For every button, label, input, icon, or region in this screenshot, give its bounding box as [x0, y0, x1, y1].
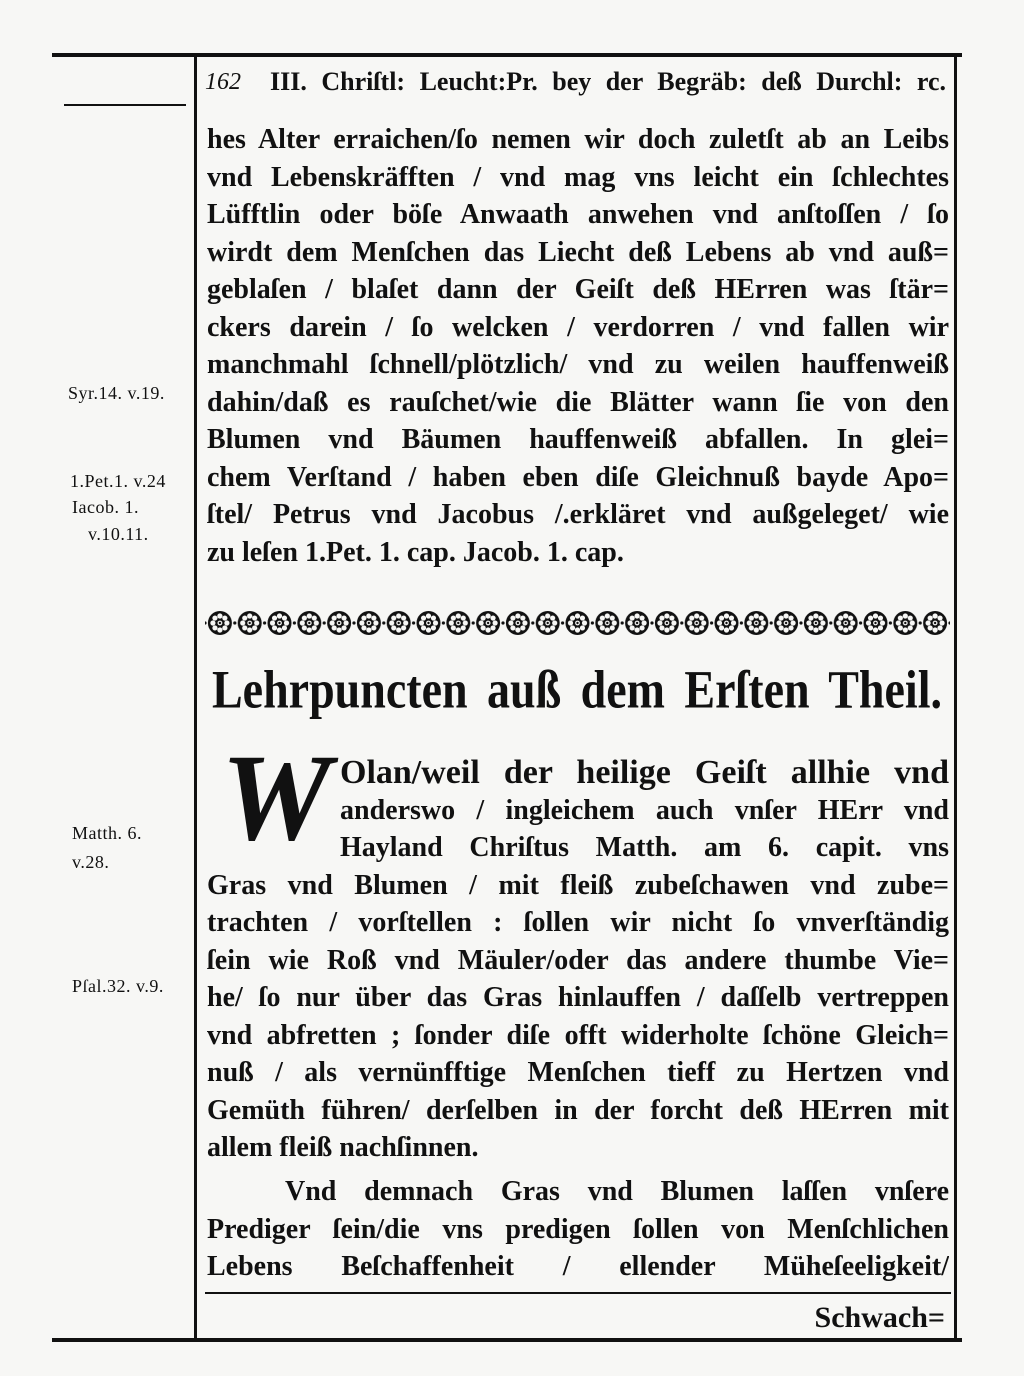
- text-line: chem Verſtand / haben eben diſe Gleichnuß bayde Apo=: [207, 461, 949, 493]
- text-line: hes Alter erraichen/ſo nemen wir doch zuletſt ab an Leibs: [207, 124, 949, 155]
- text-line: zu leſen 1.Pet. 1. cap. Jacob. 1. cap.: [207, 536, 624, 568]
- text-line: Gemüth führen/ derſelben in der forcht deß HErren mit: [207, 1094, 949, 1126]
- text-line: Prediger ſein/die vns predigen ſollen von Menſchlichen: [207, 1213, 949, 1245]
- text-line: anderswo / ingleichem auch vnſer HErr vnd: [340, 794, 949, 826]
- text-line: Gras vnd Blumen / mit fleiß zubeſchawen vnd zube=: [207, 869, 949, 901]
- margin-header-rule: [64, 104, 186, 106]
- catchword: Schwach=: [814, 1301, 945, 1334]
- text-line: wirdt dem Menſchen das Liecht deß Lebens ab vnd auß=: [207, 236, 949, 268]
- top-rule: [52, 53, 962, 57]
- paragraph-2: [207, 754, 949, 1167]
- text-line: vnd abfretten ; ſonder diſe offt widerholte ſchöne Gleich=: [207, 1019, 949, 1051]
- text-line: trachten / vorſtellen : ſollen wir nicht ſo vnverſtändig: [207, 907, 949, 938]
- right-frame-line: [954, 53, 957, 1342]
- margin-note-matth-verse: v.28.: [72, 852, 110, 872]
- text-line: Lebens Beſchaffenheit / ellender Müheſeeligkeit/: [207, 1251, 949, 1282]
- text-line: ſein wie Roß vnd Mäuler/oder das andere thumbe Vie=: [207, 944, 949, 976]
- margin-note-matth: Matth. 6.: [72, 823, 142, 843]
- ornament-divider: [205, 609, 950, 637]
- text-line: Vnd demnach Gras vnd Blumen laſſen vnſere: [285, 1176, 949, 1207]
- bottom-rule: [52, 1338, 962, 1342]
- text-line: dahin/daß es rauſchet/wie die Blätter wann ſie von den: [207, 386, 949, 418]
- text-line: geblaſen / blaſet dann der Geiſt deß HErren was ſtär=: [207, 274, 949, 305]
- text-line: Olan/weil der heilige Geiſt allhie vnd: [340, 754, 949, 791]
- text-line: Hayland Chriſtus Matth. am 6. capit. vns: [340, 832, 949, 863]
- running-head: III. Chriſtl: Leucht:Pr. bey der Begräb: deß Durchl: rc.: [270, 67, 946, 96]
- text-line: he/ ſo nur über das Gras hinlauffen / daſſelb vertreppen: [207, 982, 949, 1013]
- margin-note-pet: 1.Pet.1. v.24: [70, 471, 166, 491]
- page-number: 162: [205, 69, 241, 95]
- margin-note-jacob-verses: v.10.11.: [88, 524, 149, 544]
- section-heading: Lehrpuncten auß dem Erſten Theil.: [212, 659, 942, 720]
- paragraph-3: [207, 1173, 949, 1286]
- margin-note-jacob: Iacob. 1.: [72, 497, 139, 517]
- text-line: ſtel/ Petrus vnd Jacobus /.erkläret vnd außgeleget/ wie: [207, 499, 949, 530]
- text-line: vnd Lebenskräfften / vnd mag vns leicht ein ſchlechtes: [207, 161, 949, 193]
- catchword-rule: [205, 1292, 951, 1294]
- margin-note-psal: Pſal.32. v.9.: [72, 976, 164, 996]
- margin-note-syr: Syr.14. v.19.: [68, 383, 165, 403]
- text-line: ckers darein / ſo welcken / verdorren / vnd fallen wir: [207, 311, 949, 343]
- text-line: Lüfftlin oder böſe Anwaath anwehen vnd anſtoſſen / ſo: [207, 199, 949, 230]
- paragraph-1: [207, 121, 949, 571]
- text-line: manchmahl ſchnell/plötzlich/ vnd zu weilen hauffenweiß: [207, 349, 949, 380]
- text-line: Blumen vnd Bäumen hauffenweiß abfallen. In glei=: [207, 424, 949, 455]
- drop-cap: W: [220, 729, 326, 866]
- margin-column-divider: [194, 53, 197, 1342]
- text-line: allem fleiß nachſinnen.: [207, 1132, 479, 1163]
- text-line: nuß / als vernünfftige Menſchen tieff zu Hertzen vnd: [207, 1057, 949, 1088]
